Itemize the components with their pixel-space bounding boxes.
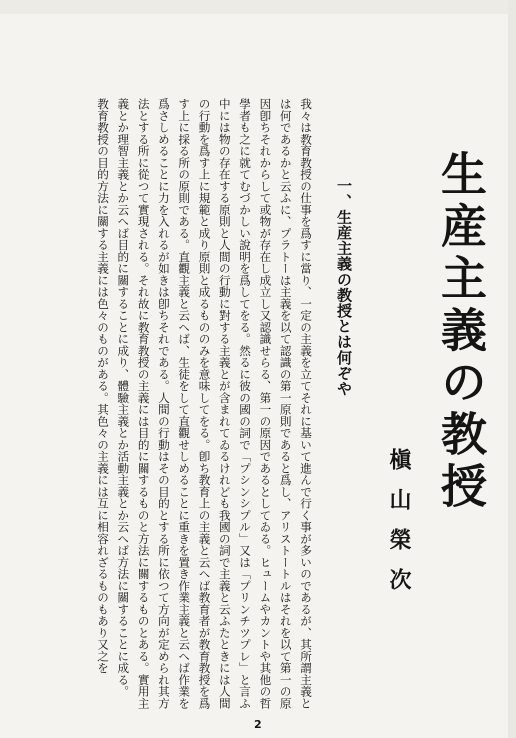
paragraph-1: 我々は教育教授の仕事を爲すに當り、一定の主義を立てそれに基いて進んで行く事が多いのであるが、其所謂主義とは何であるかと云ふに、プラトーは主義を以て認識の第一原則であると爲し、アリストートルはそれを以て第一の原因卽ちそれからして或物が存在し成立し又認識せらる、第一の原因であるとしてゐる。ヒュームやカントや其他の哲學者も之に就てむづかしい說明を爲してをる。然るに彼の國の詞で「プシンシプル」又は「プリンチツプレ」と言ふ中には物の存在する原則と人間の行動に對する主義とが含まれてゐるけれども我國の詞で主義と云ふたときには人間の行動を爲す上に規範と成り原則と成るもののみを意味してをる。卽ち教育上の主義と云へば教育者が教育教授を爲す上に採る所の原則である。直觀主義と云へば、生徒をして直觀せしめることに重きを置き作業主義と云へば作業を爲さしめることに力を入れるが如きは卽ちそれである。人間の行動はその目的とする所に依つて方向が定められ其方法とする所に從つて實現される。それ故に教育教授の主義には目的に關するものと方法に關するものとある。實用主義とか理智主義とか云へば目的に關することに成り、體驗主義とか活動主義とか云へば方法に關することに成る。 (116, 98, 313, 709)
author-name: 槇山榮次 (386, 448, 412, 608)
paragraph-2: 教育教授の目的方法に關する主義には色々のものがある。其色々の主義には互に相容れざるものもあり又之を (96, 98, 111, 674)
body-text (93, 98, 316, 718)
section-heading: 一、生産主義の教授とは何ぞや (335, 178, 353, 397)
page-number: 2 (254, 718, 262, 731)
scan-top-edge (0, 0, 516, 14)
scan-right-edge (508, 0, 516, 738)
article-title: 生産主義の教授 (434, 150, 488, 514)
